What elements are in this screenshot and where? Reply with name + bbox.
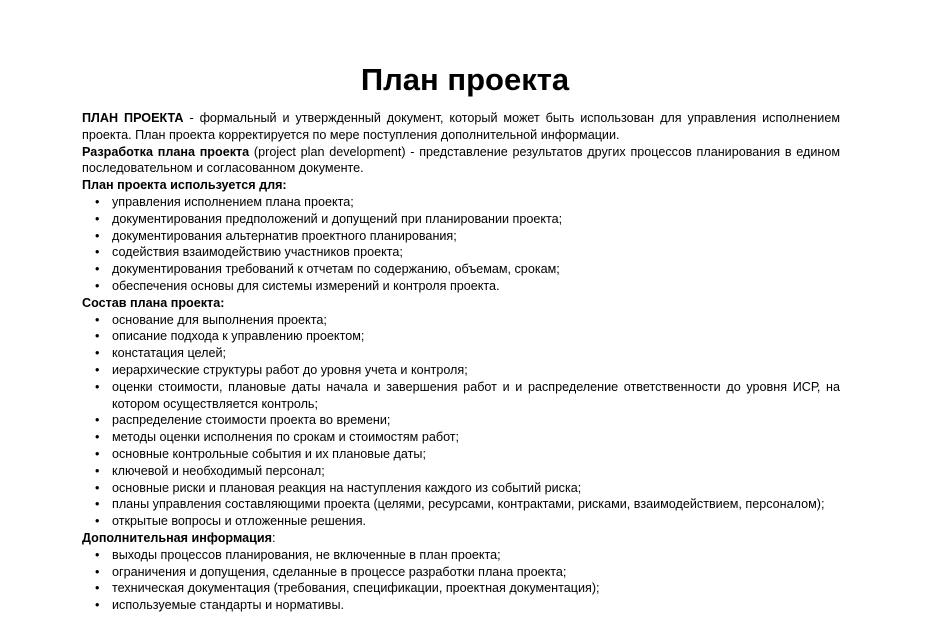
list-item-text: управления исполнением плана проекта; — [112, 194, 354, 209]
bullet-icon: • — [95, 312, 100, 327]
bullet-icon: • — [95, 245, 100, 260]
bullet-icon: • — [95, 329, 100, 344]
additional-list — [82, 547, 840, 614]
list-item — [82, 463, 840, 480]
list-item-text: используемые стандарты и нормативы. — [112, 598, 344, 613]
list-item-text: планы управления составляющими проекта (целями, ресурсами, контрактами, рисками, взаимодействием, персоналом); — [112, 497, 825, 512]
bullet-icon: • — [95, 346, 100, 361]
list-item — [82, 312, 840, 329]
bullet-icon: • — [95, 194, 100, 209]
additional-heading-line — [82, 530, 840, 547]
slide-content — [82, 110, 840, 614]
composition-list — [82, 312, 840, 530]
definition-development — [82, 144, 840, 178]
list-item-text: основные контрольные события и их плановые даты; — [112, 446, 426, 461]
list-item-text: основание для выполнения проекта; — [112, 312, 327, 327]
list-item-text: основные риски и плановая реакция на наступления каждого из событий риска; — [112, 480, 582, 495]
definition-term: Разработка плана проекта — [82, 144, 250, 159]
bullet-icon: • — [95, 413, 100, 428]
bullet-icon: • — [95, 278, 100, 293]
definition-text: (project plan development) - представление результатов других процессов планирования в едином последовательном и согласованном документе. — [82, 144, 840, 176]
composition-heading: Состав плана проекта: — [82, 295, 225, 310]
bullet-icon: • — [95, 497, 100, 512]
bullet-icon: • — [95, 430, 100, 445]
list-item-text: открытые вопросы и отложенные решения. — [112, 514, 367, 529]
uses-list — [82, 194, 840, 295]
bullet-icon: • — [95, 446, 100, 461]
list-item-text: ограничения и допущения, сделанные в процессе разработки плана проекта; — [112, 564, 567, 579]
bullet-icon: • — [95, 564, 100, 579]
bullet-icon: • — [95, 547, 100, 562]
list-item — [82, 480, 840, 497]
additional-heading-suffix: : — [271, 530, 276, 545]
list-item-text: ключевой и необходимый персонал; — [112, 463, 325, 478]
definition-text: - формальный и утвержденный документ, который может быть использован для управления исполнением проекта. План проекта корректируется по мере поступления дополнительной информации. — [82, 111, 840, 142]
list-item — [82, 362, 840, 379]
bullet-icon: • — [95, 480, 100, 495]
bullet-icon: • — [95, 379, 100, 394]
list-item — [82, 412, 840, 429]
bullet-icon: • — [95, 228, 100, 243]
list-item — [82, 564, 840, 581]
list-item — [82, 496, 840, 513]
bullet-icon: • — [95, 463, 100, 478]
list-item-text: описание подхода к управлению проектом; — [112, 329, 365, 344]
list-item — [82, 547, 840, 564]
list-item — [82, 429, 840, 446]
definition-term: ПЛАН ПРОЕКТА — [82, 111, 184, 125]
list-item-text: оценки стоимости, плановые даты начала и завершения работ и и распределение ответственности до уровня ИСР, на котором осуществляется контроль; — [112, 379, 840, 411]
list-item-text: обеспечения основы для системы измерений и контроля проекта. — [112, 278, 500, 293]
list-item-text: выходы процессов планирования, не включенные в план проекта; — [112, 547, 501, 562]
list-item — [82, 328, 840, 345]
list-item — [82, 597, 840, 614]
list-item — [82, 244, 840, 261]
list-item — [82, 513, 840, 530]
bullet-icon: • — [95, 262, 100, 277]
list-item-text: распределение стоимости проекта во времени; — [112, 413, 391, 428]
list-item — [82, 580, 840, 597]
list-item — [82, 278, 840, 295]
definition-plan — [82, 110, 840, 144]
list-item-text: иерархические структуры работ до уровня учета и контроля; — [112, 362, 468, 377]
additional-heading: Дополнительная информация — [82, 530, 272, 545]
list-item-text: документирования альтернатив проектного планирования; — [112, 228, 457, 243]
list-item — [82, 446, 840, 463]
list-item — [82, 228, 840, 245]
list-item — [82, 194, 840, 211]
bullet-icon: • — [95, 211, 100, 226]
bullet-icon: • — [95, 362, 100, 377]
list-item-text: документирования требований к отчетам по содержанию, объемам, срокам; — [112, 262, 560, 277]
bullet-icon: • — [95, 581, 100, 596]
bullet-icon: • — [95, 598, 100, 613]
list-item-text: содействия взаимодействию участников проекта; — [112, 245, 403, 260]
uses-heading: План проекта используется для: — [82, 178, 287, 193]
list-item — [82, 345, 840, 362]
list-item — [82, 211, 840, 228]
list-item-text: методы оценки исполнения по срокам и стоимостям работ; — [112, 430, 460, 445]
list-item-text: техническая документация (требования, спецификации, проектная документация); — [112, 581, 600, 596]
list-item — [82, 379, 840, 413]
bullet-icon: • — [95, 514, 100, 529]
page-title: План проекта — [360, 62, 570, 97]
list-item — [82, 261, 840, 278]
list-item-text: констатация целей; — [112, 346, 227, 361]
list-item-text: документирования предположений и допущений при планировании проекта; — [112, 211, 563, 226]
